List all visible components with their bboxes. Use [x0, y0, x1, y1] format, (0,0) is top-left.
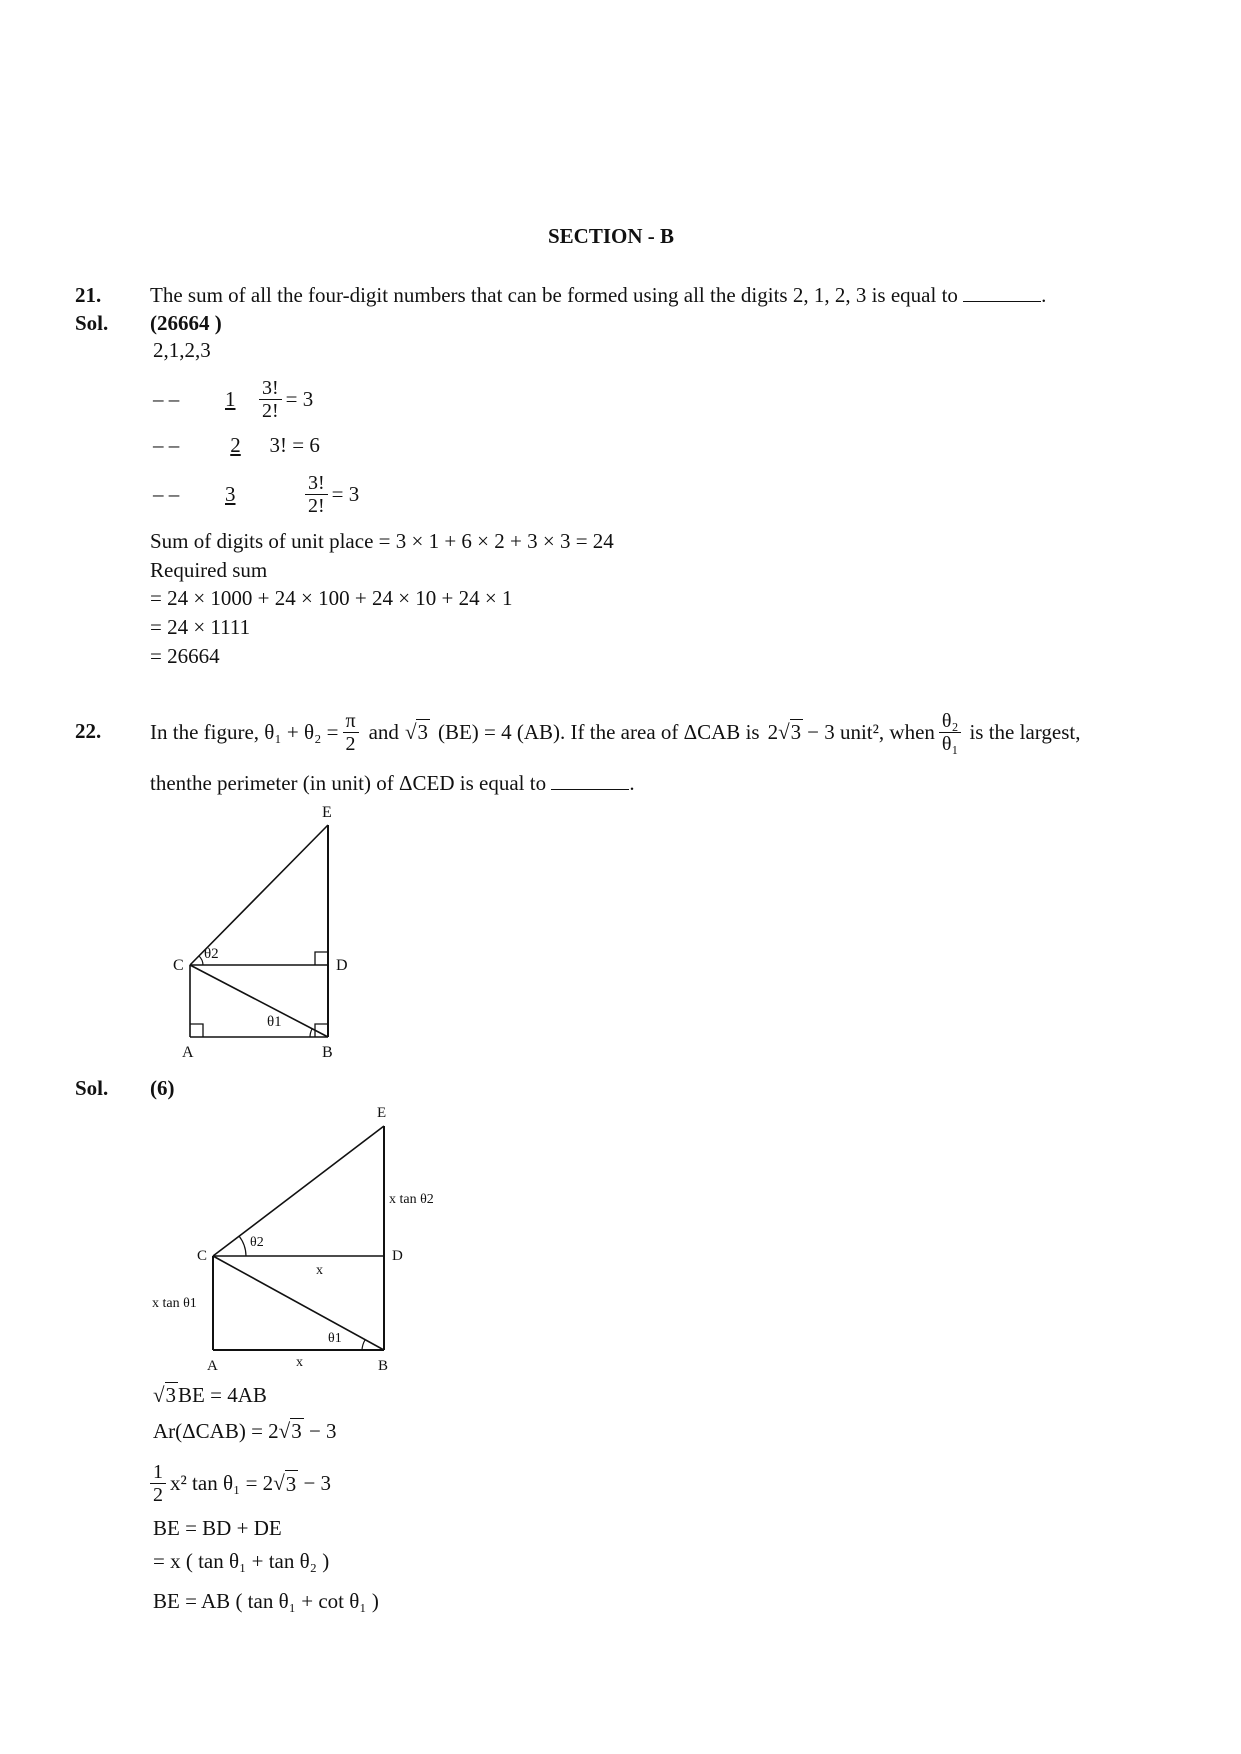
- solution-label-22: Sol.: [75, 1076, 109, 1100]
- arrangement-row-3: – – 3 $\frac{3!}{2!}$ = 3: [153, 471, 360, 517]
- label-x-tan-theta1: x tan θ1: [152, 1296, 197, 1311]
- label-C: C: [173, 957, 184, 974]
- label-B: B: [322, 1044, 333, 1061]
- question-21-text: The sum of all the four-digit numbers that can be formed using all the digits 2, 1, 2, 3 is equal to .: [150, 283, 1047, 307]
- arrangement-row-1: – – 1 $\frac{3!}{2!}$ = 3: [153, 376, 314, 422]
- angle-arc-theta2: [199, 956, 203, 965]
- equation-6: BE = AB ( tan θ₁ + cot θ₁ ): [153, 1589, 379, 1613]
- solution-label-21: Sol.: [75, 311, 109, 335]
- question-number-22: 22.: [75, 719, 102, 743]
- question-22-text: In the figure, θ₁ + θ₂ = $\frac{\pi}{2}$ and √3 (BE) = 4 (AB). If the area of ΔCAB is 2√3 − 3 unit², when $\frac{\text{θ₂}}{\text{θ₁}}$ is the largest,: [150, 709, 1081, 755]
- label-C: C: [197, 1248, 208, 1264]
- answer-21: (26664 ): [150, 311, 222, 335]
- label-E: E: [322, 804, 332, 821]
- sum-step-2: = 24 × 1111: [150, 615, 251, 639]
- sum-step-1: = 24 × 1000 + 24 × 100 + 24 × 10 + 24 × 1: [150, 586, 513, 610]
- fraction: $\frac{3!}{2!}$: [305, 472, 328, 517]
- label-theta1: θ1: [328, 1331, 342, 1346]
- arrangement-row-2: – – 2 3! = 6: [153, 433, 320, 457]
- label-A: A: [182, 1044, 194, 1061]
- equation-3: $\frac{1}{2}$ x² tan θ₁ = 2 √ 3 − 3: [150, 1455, 331, 1511]
- label-D: D: [336, 957, 348, 974]
- fraction-theta-ratio: $\frac{\text{θ₂}}{\text{θ₁}}$: [939, 710, 962, 755]
- answer-blank: [551, 788, 629, 790]
- section-title: SECTION - B: [548, 224, 675, 248]
- right-angle-A: [190, 1024, 203, 1037]
- label-theta1: θ1: [267, 1014, 282, 1030]
- question-number-21: 21.: [75, 283, 102, 307]
- label-x-bottom: x: [296, 1355, 303, 1370]
- line-CB: [213, 1256, 384, 1350]
- label-theta2: θ2: [204, 946, 219, 962]
- line-CE: [190, 825, 328, 965]
- sum-step-3: = 26664: [150, 644, 220, 668]
- digits-list: 2,1,2,3: [153, 338, 211, 362]
- line-CB: [190, 965, 328, 1037]
- solution-figure: [148, 1098, 458, 1376]
- required-sum-label: Required sum: [150, 558, 268, 582]
- question-figure: [160, 795, 370, 1065]
- answer-blank: [963, 300, 1041, 302]
- angle-arc-theta1: [362, 1340, 365, 1350]
- unit-place-sum: Sum of digits of unit place = 3 × 1 + 6 × 2 + 3 × 3 = 24: [150, 529, 614, 553]
- label-D: D: [392, 1248, 403, 1264]
- label-B: B: [378, 1358, 389, 1374]
- equation-4: BE = BD + DE: [153, 1516, 282, 1540]
- label-theta2: θ2: [250, 1235, 264, 1250]
- fraction-pi-over-2: $\frac{\pi}{2}$: [343, 710, 359, 755]
- answer-22: (6): [150, 1076, 175, 1100]
- fraction-one-half: $\frac{1}{2}$: [150, 1461, 166, 1506]
- equation-5: = x ( tan θ₁ + tan θ₂ ): [153, 1549, 330, 1573]
- equation-2: Ar(ΔCAB) = 2√3 − 3: [153, 1419, 337, 1443]
- label-x-middle: x: [316, 1263, 323, 1278]
- fraction: $\frac{3!}{2!}$: [259, 377, 282, 422]
- label-E: E: [377, 1105, 387, 1121]
- equation-1: √3BE = 4AB: [153, 1383, 267, 1407]
- question-22-text-line2: thenthe perimeter (in unit) of ΔCED is equal to .: [150, 771, 635, 795]
- label-A: A: [207, 1358, 218, 1374]
- angle-arc-theta2: [239, 1236, 246, 1256]
- label-x-tan-theta2: x tan θ2: [389, 1192, 434, 1207]
- angle-arc-theta1: [310, 1029, 312, 1037]
- right-angle-D: [315, 952, 328, 965]
